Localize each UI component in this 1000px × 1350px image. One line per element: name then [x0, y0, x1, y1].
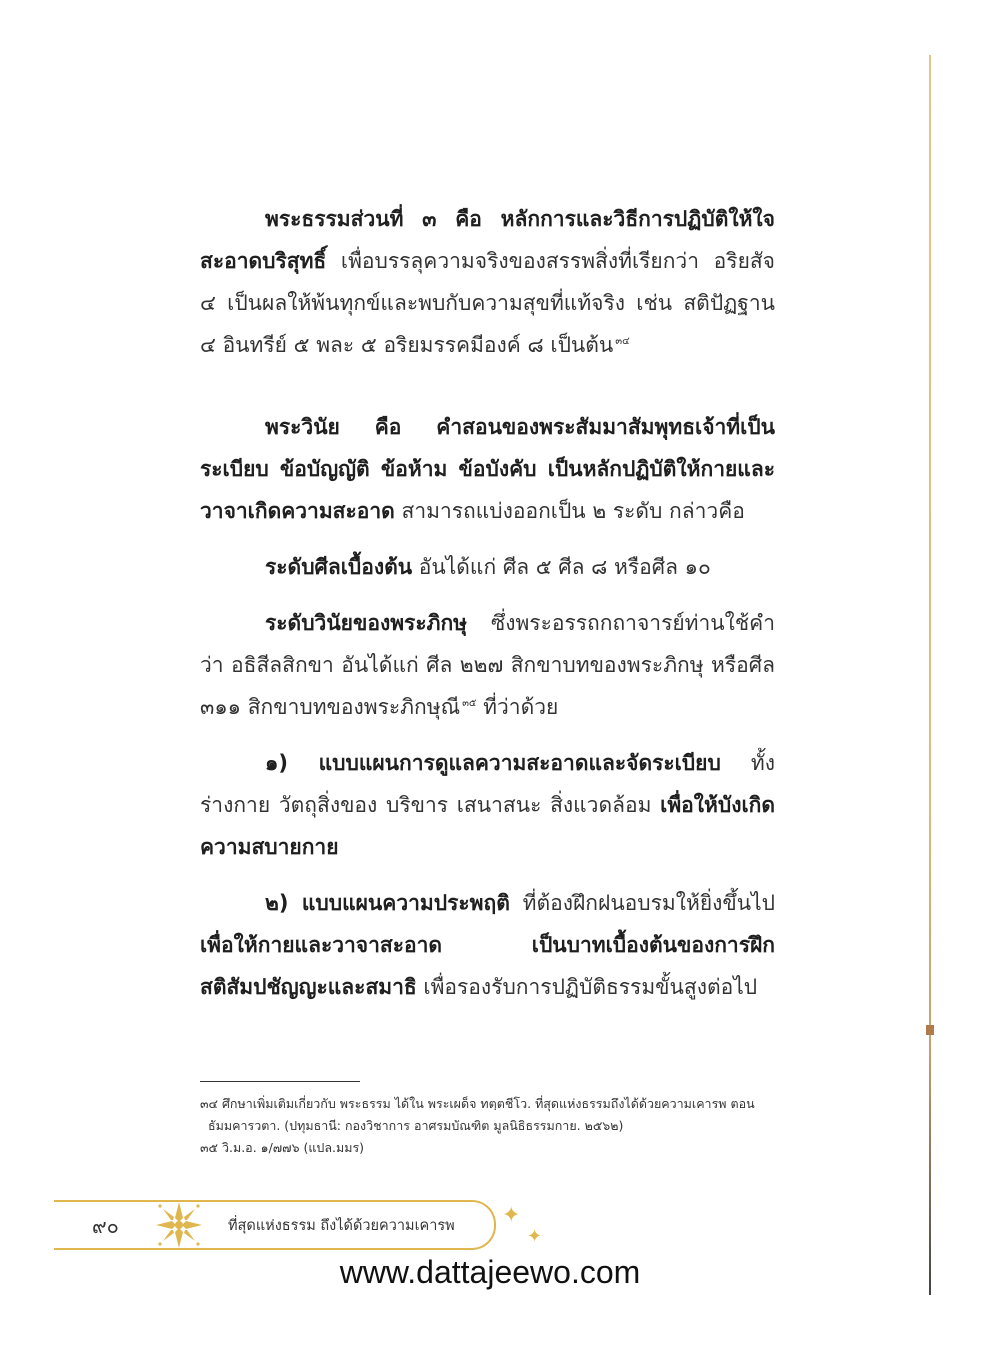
main-text [200, 198, 775, 1008]
four-point-star-icon: ✦ [502, 1203, 521, 1228]
bold-phrase: ๒) แบบแผนความประพฤติ [265, 891, 510, 915]
footnote-34-continued: ธัมมคารวตา. (ปทุมธานี: กองวิชาการ อาศรมบัณฑิต มูลนิธิธรรมกาย. ๒๕๖๒) [208, 1118, 624, 1133]
website-url: www.dattajeewo.com [339, 1254, 641, 1290]
paragraph-text: เพื่อรองรับการปฏิบัติธรรมขั้นสูงต่อไป [416, 975, 758, 999]
bold-phrase: พระธรรมส่วนที่ ๓ คือ หลักการและวิธีการปฏิบัติให้ใจสะอาดบริสุทธิ์ [200, 207, 775, 273]
paragraph-item-2 [200, 882, 775, 1008]
page-edge-marker [926, 1025, 934, 1035]
paragraph-item-1 [200, 742, 775, 868]
paragraph-vinaya [200, 406, 775, 532]
bold-phrase: ระดับวินัยของพระภิกษุ [265, 611, 468, 635]
paragraph-text: ที่ต้องฝึกฝนอบรมให้ยิ่งขึ้นไป [509, 891, 776, 915]
gold-flower-ornament-icon [152, 1198, 206, 1252]
footnotes [200, 1093, 780, 1159]
footnote-34: ๓๔ ศึกษาเพิ่มเติมเกี่ยวกับ พระธรรม ได้ใน พระเผด็จ ทตฺตชีโว. ที่สุดแห่งธรรมถึงได้ด้วยความเคารพ ตอน [200, 1096, 755, 1111]
paragraph-text-tail: ที่ว่าด้วย [476, 695, 559, 719]
footnote-35: ๓๕ วิ.ม.อ. ๑/๗๗๖ (แปล.มมร) [200, 1140, 365, 1155]
running-title: ที่สุดแห่งธรรม ถึงได้ด้วยความเคารพ [228, 1218, 455, 1234]
four-point-star-icon: ✦ [527, 1226, 543, 1247]
paragraph-text: เพื่อบรรลุความจริงของสรรพสิ่งที่เรียกว่า อริยสัจ ๔ เป็นผลให้พ้นทุกข์และพบกับความสุขที่แท้จริง เช่น สติปัฏฐาน ๔ อินทรีย์ ๕ พละ ๕ อริยมรรคมีองค์ ๘ เป็นต้น [200, 249, 775, 357]
bold-phrase: ๑) แบบแผนการดูแลความสะอาดและจัดระเบียบ [265, 751, 721, 775]
footnote-ref-34: ๓๔ [615, 336, 630, 347]
bold-phrase: เพื่อให้บังเกิดความสบายกาย [200, 793, 775, 859]
paragraph-text: ทั้งร่างกาย วัตถุสิ่งของ บริขาร เสนาสนะ สิ่งแวดล้อม [200, 751, 775, 817]
paragraph-dhamma-part3 [200, 198, 775, 366]
paragraph-text: สามารถแบ่งออกเป็น ๒ ระดับ กล่าวคือ [394, 499, 745, 523]
paragraph-monastic-discipline [200, 602, 775, 728]
bold-phrase: เพื่อให้กายและวาจาสะอาด เป็นบาทเบื้องต้นของการฝึกสติสัมปชัญญะและสมาธิ [200, 933, 775, 999]
bold-phrase: พระวินัย คือ คำสอนของพระสัมมาสัมพุทธเจ้าที่เป็นระเบียบ ข้อบัญญัติ ข้อห้าม ข้อบังคับ เป็นหลักปฏิบัติให้กายและวาจาเกิดความสะอาด [200, 415, 775, 523]
footnote-ref-35: ๓๕ [462, 698, 477, 709]
page-edge-line [929, 55, 931, 1295]
paragraph-text: ซึ่งพระอรรถกถาจารย์ท่านใช้คำว่า อธิสีลสิกขา อันได้แก่ ศีล ๒๒๗ สิกขาบทของพระภิกษุ หรือศีล ๓๑๑ สิกขาบทของพระภิกษุณี [200, 611, 775, 719]
paragraph-basic-precepts [200, 546, 775, 588]
page-number: ๙๐ [92, 1214, 119, 1238]
footnote-divider [200, 1081, 360, 1082]
paragraph-text: อันได้แก่ ศีล ๕ ศีล ๘ หรือศีล ๑๐ [412, 555, 711, 579]
bold-phrase: ระดับศีลเบื้องต้น [265, 555, 413, 579]
